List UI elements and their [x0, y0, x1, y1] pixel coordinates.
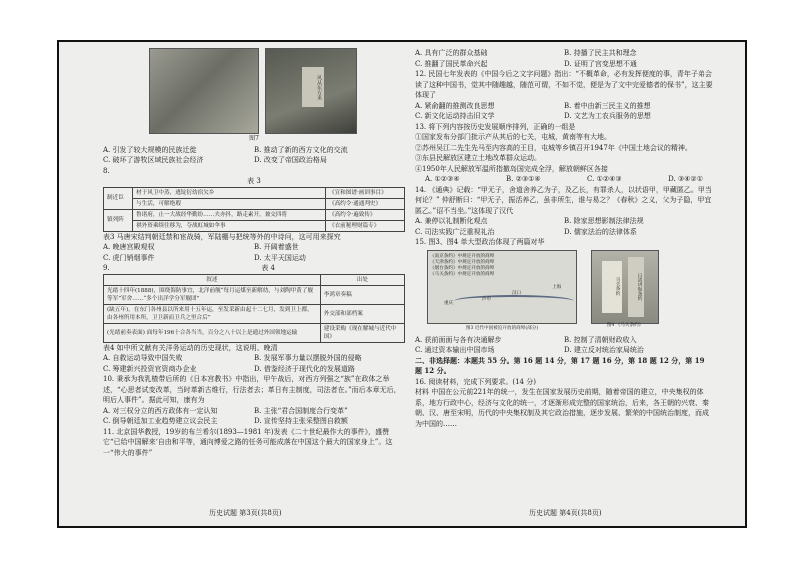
- option-d: D. 建立反对统治家局统治: [564, 346, 644, 354]
- city-label: 上海: [552, 284, 562, 290]
- table-row: [104, 198, 405, 209]
- table-cell: 建设采购《现在解城与近代中国》: [320, 323, 404, 342]
- figure-4-caption: 图4 《马关条约》: [606, 323, 644, 328]
- q13-options: [415, 174, 713, 185]
- option-a: A. 具有广泛的群众基础: [415, 49, 488, 57]
- left-page-footer: 历史试题 第3页(共8页): [209, 509, 282, 517]
- option-c: C. 推翻了国民革命兴起: [415, 59, 488, 68]
- city-label: 沙市: [482, 296, 492, 302]
- right-page-footer: 历史试题 第4页(共8页): [529, 509, 602, 517]
- q9-header: [103, 263, 405, 274]
- table-3-title: 表 3: [247, 177, 261, 185]
- option-a: A. 兼停以礼制断化观点: [415, 217, 488, 225]
- question-12-stem: 12. 民国七年发表的《中国今后之文字问题》指出：“不概革命，必有发挥便度的事，青年子弟会读了这种中国书，觉其中随趣越，随范可谓，不如不觉，便是为了文中完爱德者的保书”，这主要体现了: [415, 70, 713, 99]
- question-15-stem: 15. 图3、图4 单大型政治体现了两篇对华: [415, 238, 545, 246]
- option-a: A. 自救运动导致中国失败: [103, 354, 183, 362]
- table-cell: 与生活，可解绝瑕: [133, 198, 326, 209]
- figure-3-caption: 图3 近代中国被迫开放的商埠(部分): [465, 325, 539, 331]
- option-a: A. 获前面面与各有决通解步: [415, 335, 502, 344]
- q10-options-row1: [103, 406, 405, 417]
- question-16-stem: 16. 阅读材料，完成下列要求。(14 分): [415, 377, 536, 386]
- question-14-stem: 14. 《通典》记载：“甲无子，舍道舍养乙为子，及乙长，有罪杀人，以状语甲，甲藏匿乙。甲当何论？” 仲舒断曰：“甲无子，振活养乙，虽非所生，谁与易之？《春秋》之义，父为子隐，甲宜匿乙。”诏不当坐。”这体现了汉代: [415, 185, 712, 215]
- figure-7b-book-cover: [265, 48, 357, 134]
- option-b: B. 推动了新的西方文化的交流: [254, 145, 348, 154]
- option-d: D. 儒家法治的法律体系: [564, 227, 637, 236]
- option-c: C. 破坏了游牧区域民族社会经济: [103, 156, 204, 164]
- option-c: C. 通过资本输出中国市场: [415, 346, 495, 354]
- q14-options-row2: [415, 227, 713, 238]
- q15-options-row2: [415, 345, 713, 356]
- table-cell: 祺外资乘续往移为，夺战虹城如伞事: [133, 220, 326, 231]
- table-row: [104, 220, 405, 231]
- legend-entry: 《烟台条约》中规定开放的商埠: [430, 265, 495, 271]
- option-a: A. 晚唐宫殿观权: [103, 243, 155, 251]
- exam-sheet: [57, 40, 747, 528]
- left-page: [103, 48, 405, 458]
- legend-entry: 《南京条约》中规定开放的商埠: [430, 253, 495, 259]
- q11-options-row1: [415, 48, 713, 59]
- q13-item: ④1950年人民解放军温所指撤岛国完成全浮，解放朝鲜区各接: [415, 164, 608, 173]
- figure-4-photo: [591, 250, 659, 328]
- table-4-title: 表 4: [261, 264, 275, 272]
- q13-item: ③东县民解放区建立土地改革群众运动。: [415, 154, 541, 162]
- right-page: [415, 48, 713, 429]
- table-cell: 《衣前秘理财篇专》: [325, 220, 404, 231]
- option-b: B. 开阔着盛世: [254, 243, 299, 251]
- q13-item: ②苏州吴江二先生先马至内容高的王目，屯城等乡镇召开1947年《中国土地会议的精神。: [415, 143, 692, 152]
- option-c: C. 倒导朝廷加工业趋势建立议会民主: [103, 417, 218, 425]
- treaty-title: 马关条约: [602, 261, 622, 313]
- figure-7-caption: 图7: [249, 135, 259, 142]
- q12-options-row1: [415, 101, 713, 112]
- map-legend: [430, 254, 500, 278]
- figure-7a-painting: [149, 48, 259, 134]
- option-b: B. ②③①④: [505, 175, 541, 183]
- table-cell: (缺五年)，在东门各州县以所来用十五年运，至发采新由起十二七月，发到卫上都，由各州所用本所，卫卫新而卫兵之里合后”: [104, 304, 321, 323]
- option-d: D. 文艺为工农兵服务的思想: [564, 112, 651, 120]
- table-row: [104, 323, 405, 342]
- option-c: C. 筹建新兴投资官资商办企业: [103, 364, 197, 373]
- q8-options-row2: [103, 253, 405, 264]
- city-label: 汉口: [512, 290, 522, 296]
- q10-options-row2: [103, 416, 405, 427]
- book-title: 风从东方来: [302, 67, 324, 107]
- option-c: C. 新文化运动持击旧文学: [415, 112, 495, 120]
- question-16-material: 材料 中国在公元前221年的统一，发生在国家发展历史前期，随着帝国的建立，中央集权的体系，地方行政中心，经济与文化的统一，才逐渐形成完整的国家统治，后来，各王朝的兴衰、秦朝、汉、唐至宋明，历代的中央集权制及其它政治措施，逐步发展、繁荣的中国统治制度，而成为中国的……: [415, 388, 709, 428]
- q12-options-row2: [415, 111, 713, 122]
- option-d: D. 宣传坚持主张采整图自救额: [254, 417, 348, 425]
- column-header: 叙述: [104, 274, 321, 285]
- figures-3-4: [427, 250, 713, 331]
- option-d: D. 借鉴经济于现代化的发展道路: [254, 364, 355, 373]
- table-row: [104, 304, 405, 323]
- option-b: B. 主张“君合国制度合行变革”: [254, 406, 348, 415]
- question-10-stem: 10. 秉承为我乳楂带后所的《日本宫教书》中指出，甲午战后，对西方列强之“族”在政体之举述，“心思者试变改革，当时革新古维行，行法者去；革日有主制度，司法者在。”而后本章无后，明后人事件”。据此可知，康有为: [103, 375, 401, 404]
- table-cell: 《宣和图谱·画训事目》: [325, 187, 404, 198]
- q9-options-row2: [103, 364, 405, 375]
- legend-entry: 《马关条约》中规定开放的商埠: [430, 271, 495, 277]
- option-d: D. 太平天国运动: [254, 253, 306, 262]
- question-8-stem: 表3 马唐宋结判朝廷禁和宦战骑，军陆棚与把统等外的中诗问，这可用来探究: [103, 232, 341, 241]
- section-2-heading: 二、非选择题：本题共 55 分。第 16 题 14 分，第 17 题 16 分，第 18 题 12 分，第 19 题 12 分。: [415, 355, 705, 375]
- option-a: A. 紧俞翻的推测改良思想: [415, 101, 495, 110]
- question-13-stem: 13. 将下列内容按历史发展顺序排列，正确的一组是: [415, 122, 576, 131]
- q14-options-row1: [415, 216, 713, 227]
- q7-options-row2: [103, 155, 405, 166]
- legend-entry: 《天津条约》中规定开放的商埠: [430, 259, 495, 265]
- option-c: C. 虎门销烟事件: [103, 253, 155, 262]
- table-4: [103, 274, 405, 343]
- option-b: B. 发展军事力量以摆脱外国的侵略: [254, 354, 362, 362]
- option-a: A. 引发了较大规模的民族迁徙: [103, 145, 197, 154]
- table-cell: 材于风卫中蒸，逃锭衍幼宿欠乡: [133, 187, 326, 198]
- treaty-subtitle: 日清讲和条约: [628, 257, 644, 317]
- q8-options-row1: [103, 242, 405, 253]
- option-b: B. 除家思想影制法律法规: [564, 217, 644, 225]
- table-cell: 制近臣: [104, 187, 133, 209]
- table-cell: 外交部和部档案: [320, 304, 404, 323]
- table-cell: 李鸿章奏稿: [320, 285, 404, 304]
- figure-7: [149, 48, 405, 134]
- q11-options-row2: [415, 59, 713, 70]
- option-d: D. ③④②①: [668, 175, 703, 183]
- question-11-stem: 11. 北京国华教授，19岁的布兰希尔(1893—1981 年)发表《二十世纪最作大的事件》，盛赞它“已给中国解来‘自由和平等，通向博爱之路的任务可能成落在中国这个最大的国家身上”。这一“伟大的事件”: [103, 427, 393, 457]
- q7-options-row1: [103, 145, 405, 156]
- table-cell: 《高约令·通通判史》: [325, 198, 404, 209]
- figure-3-map: [427, 250, 577, 331]
- table-cell: (光绪前奏表面) 面每年196十合各当当，百分之八十以上是通过外国领地运输: [104, 323, 321, 342]
- table-row: [104, 209, 405, 220]
- q13-item: ①国家发布分部门批示产从其后的七关，屯城，黄南等有大地。: [415, 133, 611, 141]
- option-c: C. ①②④③: [587, 175, 622, 183]
- option-b: B. 控制了清朝财政收入: [564, 335, 637, 344]
- table-cell: 镇列阵: [104, 209, 133, 231]
- table-3: [103, 187, 405, 232]
- q9-options-row1: [103, 353, 405, 364]
- table-row: [104, 285, 405, 304]
- option-b: B. 持播了民主共和理念: [564, 49, 637, 57]
- option-b: B. 着中由新三民主义的推想: [564, 101, 651, 110]
- table-row: [104, 187, 405, 198]
- option-d: D. 证明了宫变思想不通: [564, 59, 637, 68]
- option-a: A. 对三权分立的西方政体有一定认知: [103, 406, 218, 415]
- question-9-stem: 表4 如中所文献有关洋务运动的历史现状，这说明、晚清: [103, 343, 278, 352]
- q15-options-row1: [415, 335, 713, 346]
- question-8-number: 8.: [103, 166, 110, 175]
- option-a: A. ①②③④: [425, 175, 460, 183]
- table-cell: 光绪十四年(1888)，围绕海防事宜，北洋前舰“每月运煤至新解幼，与刘陶甲黄了舰等军”军舍……“多个出洋学分军舰团”: [104, 285, 321, 304]
- column-header: 出处: [320, 274, 404, 285]
- table-cell: 《高约令·遍致传》: [325, 209, 404, 220]
- option-c: C. 司法实践广泛重视礼治: [415, 227, 495, 236]
- table-cell: 鲁诸府，止一大战经华勤纷……夫亦抖，路走素开，兼交四将: [133, 209, 326, 220]
- table-header-row: [104, 274, 405, 285]
- city-label: 重庆: [444, 300, 454, 306]
- option-d: D. 改变了帝国政治格局: [254, 156, 327, 164]
- question-9-number: 9.: [103, 264, 110, 272]
